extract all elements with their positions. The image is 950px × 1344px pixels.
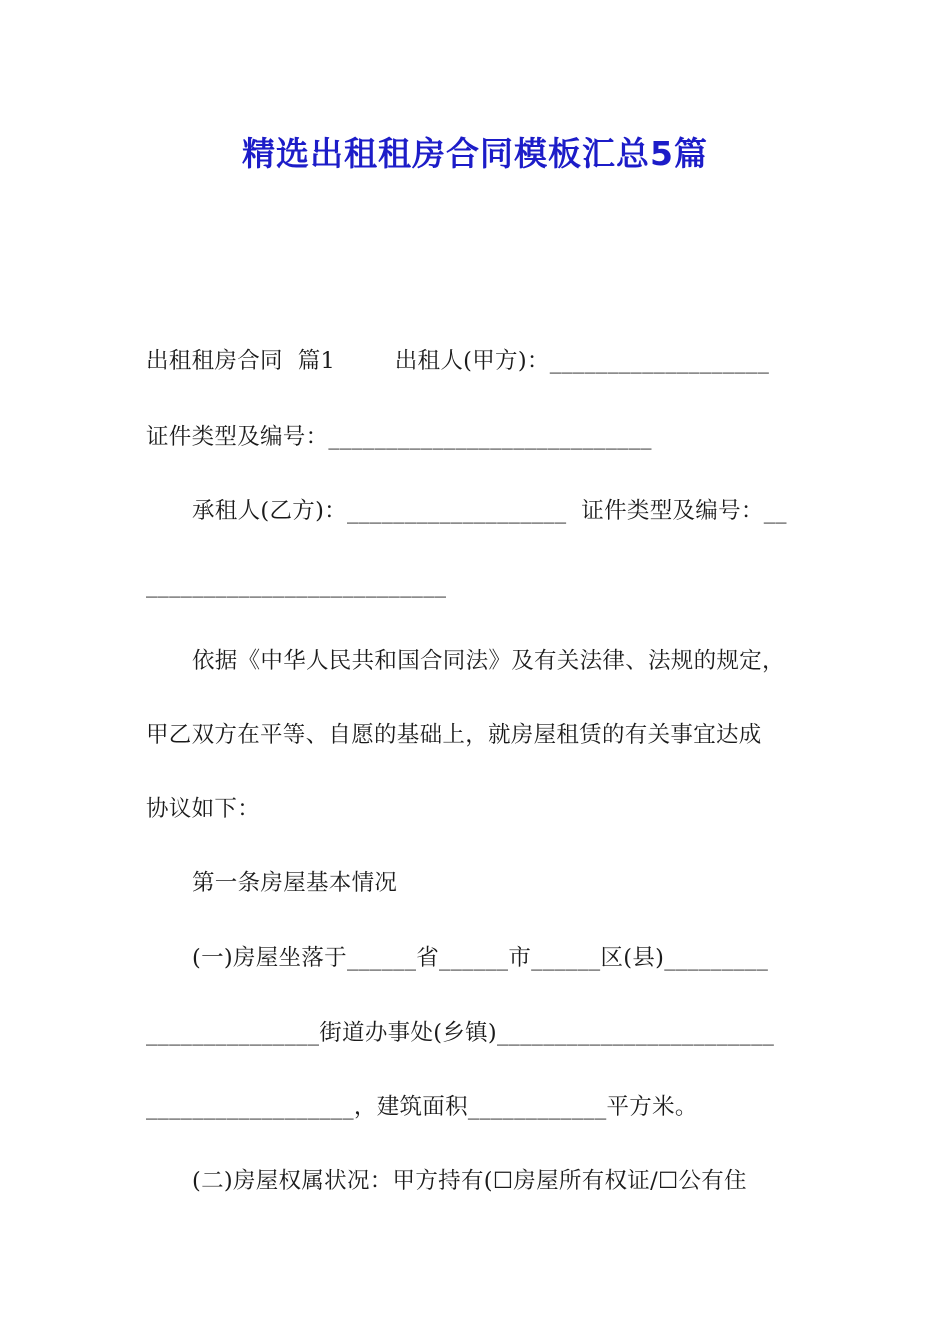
ownership-line: (二)房屋权属状况：甲方持有(☐房屋所有权证/☐公有住	[192, 1168, 747, 1194]
paragraph-line-2: 甲乙双方在平等、自愿的基础上，就房屋租赁的有关事宜达成	[146, 722, 762, 748]
paragraph-line-3: 协议如下：	[146, 796, 261, 822]
location-line-1: (一)房屋坐落于______省______市______区(县)_________	[192, 945, 769, 971]
location-line-2: _______________街道办事处(乡镇)________________________	[146, 1020, 775, 1046]
contract-heading-line: 出租租房合同 篇1 出租人(甲方)：___________________	[146, 348, 770, 374]
blank-continuation-line: __________________________	[146, 572, 447, 598]
lessee-line: 承租人(乙方)：___________________ 证件类型及编号：__	[192, 498, 787, 524]
area-line: __________________，建筑面积____________平方米。	[146, 1094, 698, 1120]
id-type-line: 证件类型及编号：____________________________	[146, 424, 652, 450]
paragraph-line-1: 依据《中华人民共和国合同法》及有关法律、法规的规定，	[192, 648, 785, 674]
article-heading: 第一条房屋基本情况	[192, 870, 398, 896]
document-title: 精选出租租房合同模板汇总5篇	[242, 134, 708, 173]
